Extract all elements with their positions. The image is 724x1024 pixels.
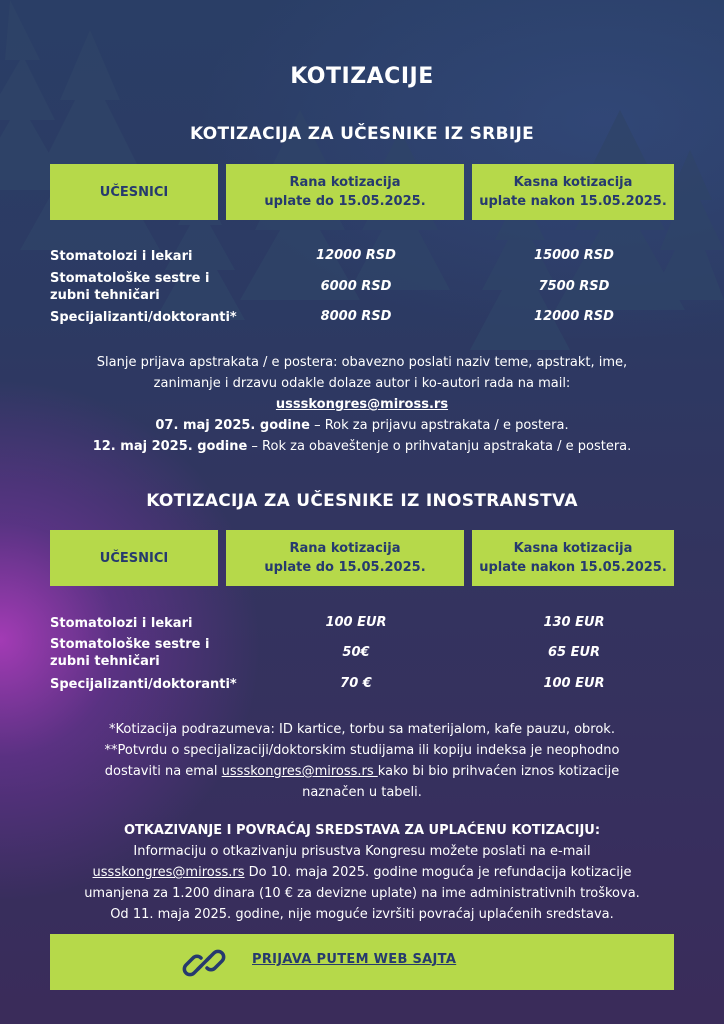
header-participants-abroad (50, 530, 218, 586)
header-late-registration-abroad (472, 530, 674, 586)
header-early-date: uplate do 15.05.2025. (264, 194, 426, 209)
notes (40, 719, 684, 803)
abstracts-deadline2 (40, 436, 684, 457)
row-label-nurses-line2: zubni tehničari (50, 288, 160, 303)
refund-line1: Informaciju o otkazivanju prisustva Kongresu možete poslati na e-mail (133, 844, 591, 859)
price-late-dentists-abroad: 130 EUR (543, 615, 605, 630)
row-label-nurses-abroad (50, 636, 209, 670)
note-proof-post: kako bi bio prihvaćen iznos kotizacije (377, 764, 620, 779)
link-icon (182, 941, 226, 985)
note-proof-pre: dostaviti na emal (104, 764, 222, 779)
row-label-specialists: Specijalizanti/doktoranti* (50, 310, 237, 325)
section-heading-abroad: KOTIZACIJA ZA UČESNIKE IZ INOSTRANSTVA (146, 491, 578, 511)
abstracts-line2: zanimanje i drzavu odakle dolaze autor i ko-autori rada na mail: (153, 376, 571, 391)
header-participants-abroad-label: UČESNICI (99, 550, 169, 566)
row-label-dentists: Stomatolozi i lekari (50, 249, 193, 264)
note-proof-line2 (40, 761, 684, 782)
page-title: KOTIZACIJE (290, 64, 434, 89)
note-email-link[interactable]: ussskongres@miross.rs (221, 764, 378, 779)
header-participants (50, 164, 218, 220)
price-early-dentists: 12000 RSD (316, 248, 396, 263)
header-early-abroad-title: Rana kotizacija (289, 541, 401, 556)
refund-line3: umanjena za 1.200 dinara (10 € za devizne uplate) na ime administrativnih troškova. (84, 886, 640, 901)
refund-line4: Od 11. maja 2025. godine, nije moguće izvršiti povraćaj uplaćenih sredstava. (110, 907, 614, 922)
header-late-abroad-date: uplate nakon 15.05.2025. (479, 560, 667, 575)
row-label-nurses-abroad-line1: Stomatološke sestre i (50, 637, 210, 652)
note-included: *Kotizacija podrazumeva: ID kartice, torbu sa materijalom, kafe pauzu, obrok. (109, 722, 615, 737)
abstracts-info (40, 352, 684, 457)
note-proof-line3: naznačen u tabeli. (302, 785, 422, 800)
header-late-abroad-title: Kasna kotizacija (513, 541, 633, 556)
header-participants-label: UČESNICI (99, 184, 169, 200)
row-label-nurses (50, 270, 209, 304)
price-late-nurses-abroad: 65 EUR (547, 645, 601, 660)
refund-heading: OTKAZIVANJE I POVRAĆAJ SREDSTAVA ZA UPLAĆENU KOTIZACIJU: (123, 823, 601, 838)
header-late-registration (472, 164, 674, 220)
note-proof-line1: **Potvrdu o specijalizaciji/doktorskim studijama ili kopiju indeksa je neophodno (104, 743, 620, 758)
price-late-nurses: 7500 RSD (538, 279, 610, 294)
row-label-specialists-abroad: Specijalizanti/doktoranti* (50, 677, 237, 692)
price-late-specialists-abroad: 100 EUR (543, 676, 605, 691)
row-label-nurses-abroad-line2: zubni tehničari (50, 654, 160, 669)
abstracts-deadline2-date: 12. maj 2025. godine (92, 439, 248, 454)
refund-line2-text: Do 10. maja 2025. godine moguća je refundacija kotizacije (244, 865, 632, 880)
row-label-dentists-abroad: Stomatolozi i lekari (50, 616, 193, 631)
refund-line2 (40, 862, 684, 883)
price-early-specialists: 8000 RSD (320, 309, 392, 324)
abstracts-deadline1-text: – Rok za prijavu apstrakata / e postera. (309, 418, 569, 433)
web-registration-label[interactable]: PRIJAVA PUTEM WEB SAJTA (252, 952, 457, 967)
refund-info (40, 820, 684, 925)
abstracts-line1: Slanje prijava apstrakata / e postera: obavezno poslati naziv teme, apstrakt, ime, (96, 355, 628, 370)
abstracts-deadline1-date: 07. maj 2025. godine (155, 418, 310, 433)
web-registration-button[interactable] (50, 934, 674, 990)
price-early-nurses-abroad: 50€ (342, 645, 370, 660)
section-heading-serbia: KOTIZACIJA ZA UČESNIKE IZ SRBIJE (190, 124, 534, 144)
price-early-dentists-abroad: 100 EUR (325, 615, 387, 630)
price-late-dentists: 15000 RSD (534, 248, 614, 263)
abstracts-email-link[interactable]: ussskongres@miross.rs (275, 397, 449, 412)
header-early-registration-abroad (226, 530, 464, 586)
header-early-title: Rana kotizacija (289, 175, 401, 190)
header-early-abroad-date: uplate do 15.05.2025. (264, 560, 426, 575)
price-late-specialists: 12000 RSD (534, 309, 614, 324)
row-label-nurses-line1: Stomatološke sestre i (50, 271, 210, 286)
price-early-specialists-abroad: 70 € (340, 676, 372, 691)
refund-email-link[interactable]: ussskongres@miross.rs (92, 865, 245, 880)
abstracts-deadline1 (40, 415, 684, 436)
price-early-nurses: 6000 RSD (320, 279, 392, 294)
header-late-title: Kasna kotizacija (513, 175, 633, 190)
abstracts-deadline2-text: – Rok za obaveštenje o prihvatanju apstrakata / e postera. (247, 439, 632, 454)
header-late-date: uplate nakon 15.05.2025. (479, 194, 667, 209)
header-early-registration (226, 164, 464, 220)
